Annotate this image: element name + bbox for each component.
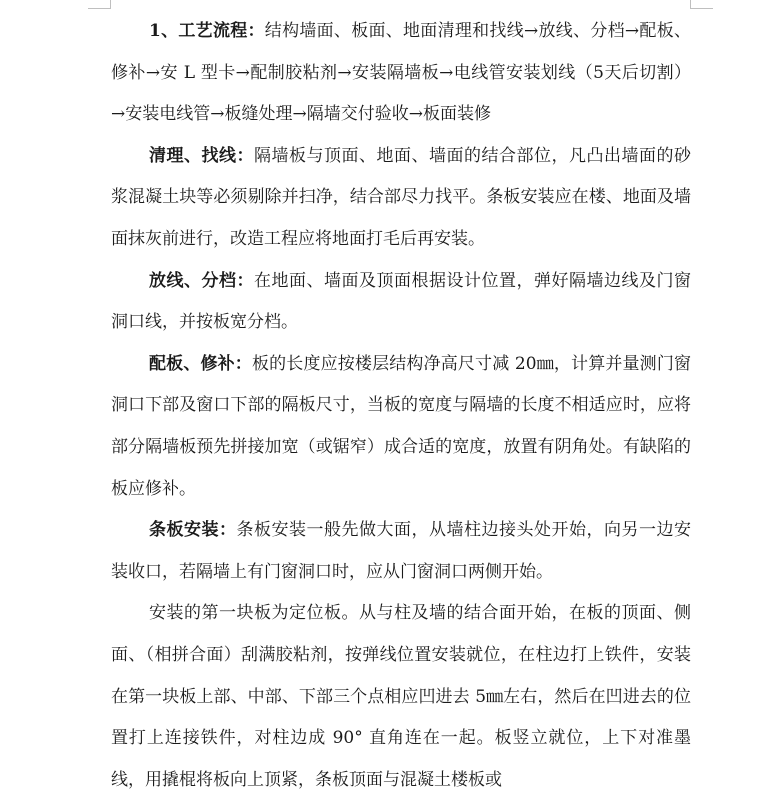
page-corner-mark-right: [690, 0, 713, 9]
document-body: [111, 11, 691, 801]
paragraph-text: 板的长度应按楼层结构净高尺寸减 20㎜，计算并量测门窗洞口下部及窗口下部的隔板尺寸，当板的宽度与隔墙的长度不相适应时，应将部分隔墙板预先拼接加宽（或锯窄）成合适的宽度，放置有阴角处。有缺陷的板应修补。: [111, 353, 691, 499]
paragraph-heading: 1、工艺流程：: [149, 21, 265, 41]
paragraph-cleanup: [111, 136, 691, 261]
paragraph-text: 隔墙板与顶面、地面、墙面的结合部位，凡凸出墙面的砂浆混凝土块等必须剔除并扫净，结合部尽力找平。条板安装应在楼、地面及墙面抹灰前进行，改造工程应将地面打毛后再安装。: [111, 145, 691, 249]
paragraph-layout: [111, 261, 691, 344]
paragraph-text: 安装的第一块板为定位板。从与柱及墙的结合面开始，在板的顶面、侧面、（相拼合面）刮满胶粘剂，按弹线位置安装就位，在柱边打上铁件，安装在第一块板上部、中部、下部三个点相应凹进去 5㎜左右，然后在凹进去的位置打上连接铁件，对柱边成 90° 直角连在一起。板竖立就位，上下对准墨线，用撬棍将板向上顶紧，条板顶面与混凝土楼板或: [111, 603, 691, 790]
paragraph-matching: [111, 344, 691, 510]
paragraph-heading: 配板、修补：: [149, 353, 252, 374]
paragraph-first-board: [111, 593, 691, 801]
paragraph-process: [111, 11, 691, 136]
paragraph-heading: 清理、找线：: [149, 145, 254, 166]
page-corner-mark-left: [88, 0, 111, 9]
paragraph-heading: 条板安装：: [149, 520, 237, 541]
paragraph-text: 条板安装一般先做大面，从墙柱边接头处开始，向另一边安装收口，若隔墙上有门窗洞口时，应从门窗洞口两侧开始。: [111, 520, 691, 582]
paragraph-text: 结构墙面、板面、地面清理和找线→放线、分档→配板、修补→安 L 型卡→配制胶粘剂→安装隔墙板→电线管安装划线（5天后切割）→安装电线管→板缝处理→隔墙交付验收→板面装修: [111, 21, 691, 125]
paragraph-text: 在地面、墙面及顶面根据设计位置，弹好隔墙边线及门窗洞口线，并按板宽分档。: [111, 270, 691, 333]
paragraph-installation: [111, 510, 691, 593]
paragraph-heading: 放线、分档：: [149, 270, 254, 291]
